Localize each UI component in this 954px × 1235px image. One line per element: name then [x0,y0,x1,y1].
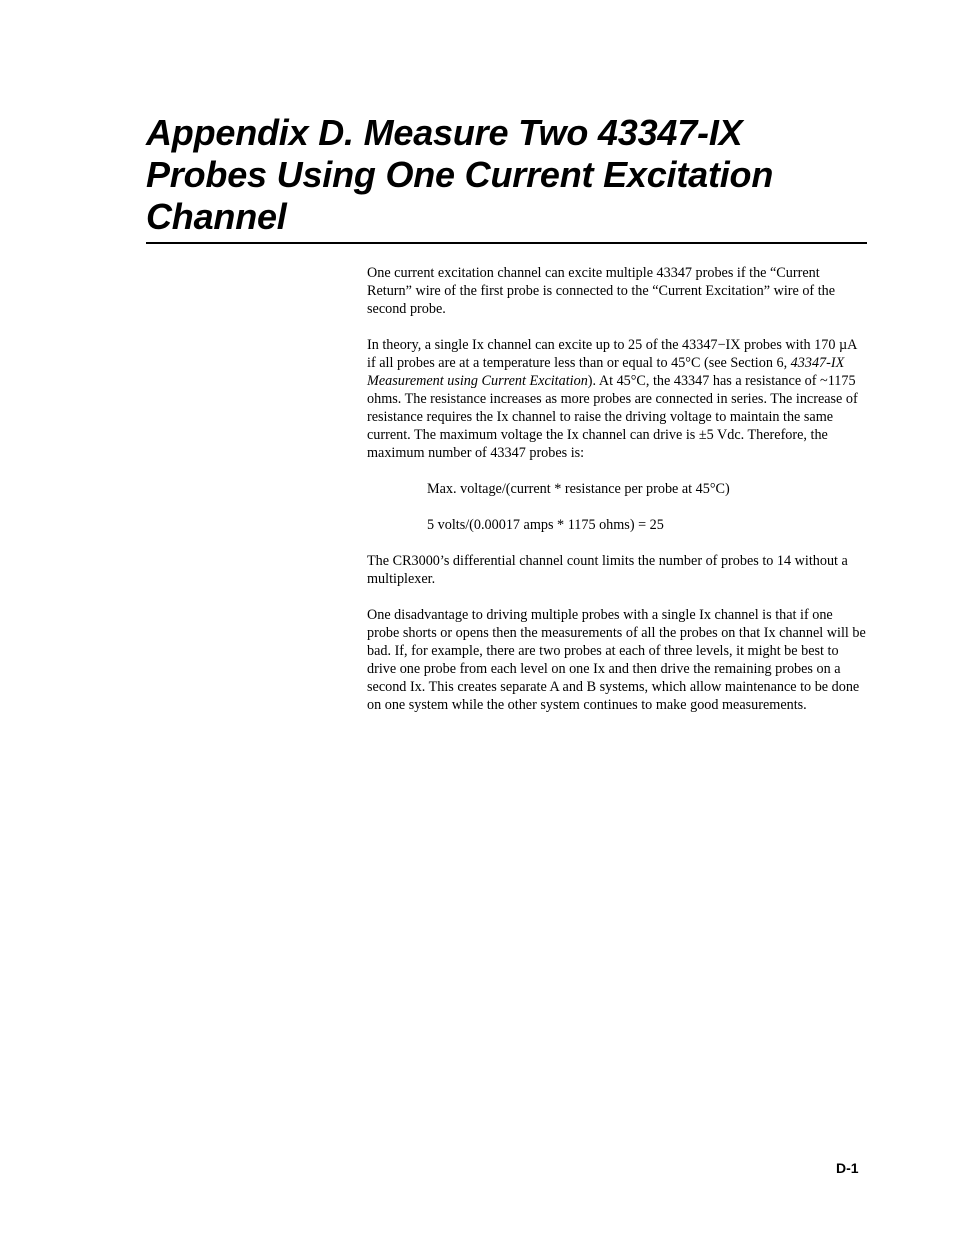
page-number: D-1 [836,1160,859,1176]
formula-general: Max. voltage/(current * resistance per probe at 45°C) [427,481,730,497]
title-underline-rule [146,242,867,244]
paragraph-theory-part-a: In theory, a single Ix channel can excite up to 25 of the 43347−IX probes with 170 µA if all probes are at a temperature less than or equal to 45°C (see Section 6, [367,337,857,371]
paragraph-theory [367,336,867,462]
title-line-3: Channel [146,196,287,237]
paragraph-channel-limit: The CR3000’s differential channel count limits the number of probes to 14 without a multiplexer. [367,553,848,587]
body-text-column [367,264,867,732]
title-line-1: Appendix D. Measure Two 43347-IX [146,112,743,153]
paragraph-intro: One current excitation channel can excite multiple 43347 probes if the “Current Return” wire of the first probe is connected to the “Current Excitation” wire of the second probe. [367,265,836,317]
appendix-title-block [146,112,866,238]
paragraph-theory-part-b: ). At 45°C, the 43347 has a resistance of ~1175 ohms. The resistance increases as more probes are connected in series. The increase of resistance requires the Ix channel to raise the driving voltage to maintain the same current. The maximum voltage the Ix channel can drive is ±5 Vdc. Therefore, the maximum number of 43347 probes is: [367,373,858,461]
appendix-title [146,112,866,238]
formula-computed: 5 volts/(0.00017 amps * 1175 ohms) = 25 [427,517,664,533]
section-reference-link: 43347-IX Measurement using Current Excitation [367,355,845,389]
title-line-2: Probes Using One Current Excitation [146,154,774,195]
paragraph-disadvantage: One disadvantage to driving multiple probes with a single Ix channel is that if one probe shorts or opens then the measurements of all the probes on that Ix channel will be bad. If, for example, there are two probes at each of three levels, it might be best to drive one probe from each level on one Ix and then drive the remaining probes on a second Ix. This creates separate A and B systems, which allow maintenance to be done on one system while the other system continues to make good measurements. [367,607,866,713]
